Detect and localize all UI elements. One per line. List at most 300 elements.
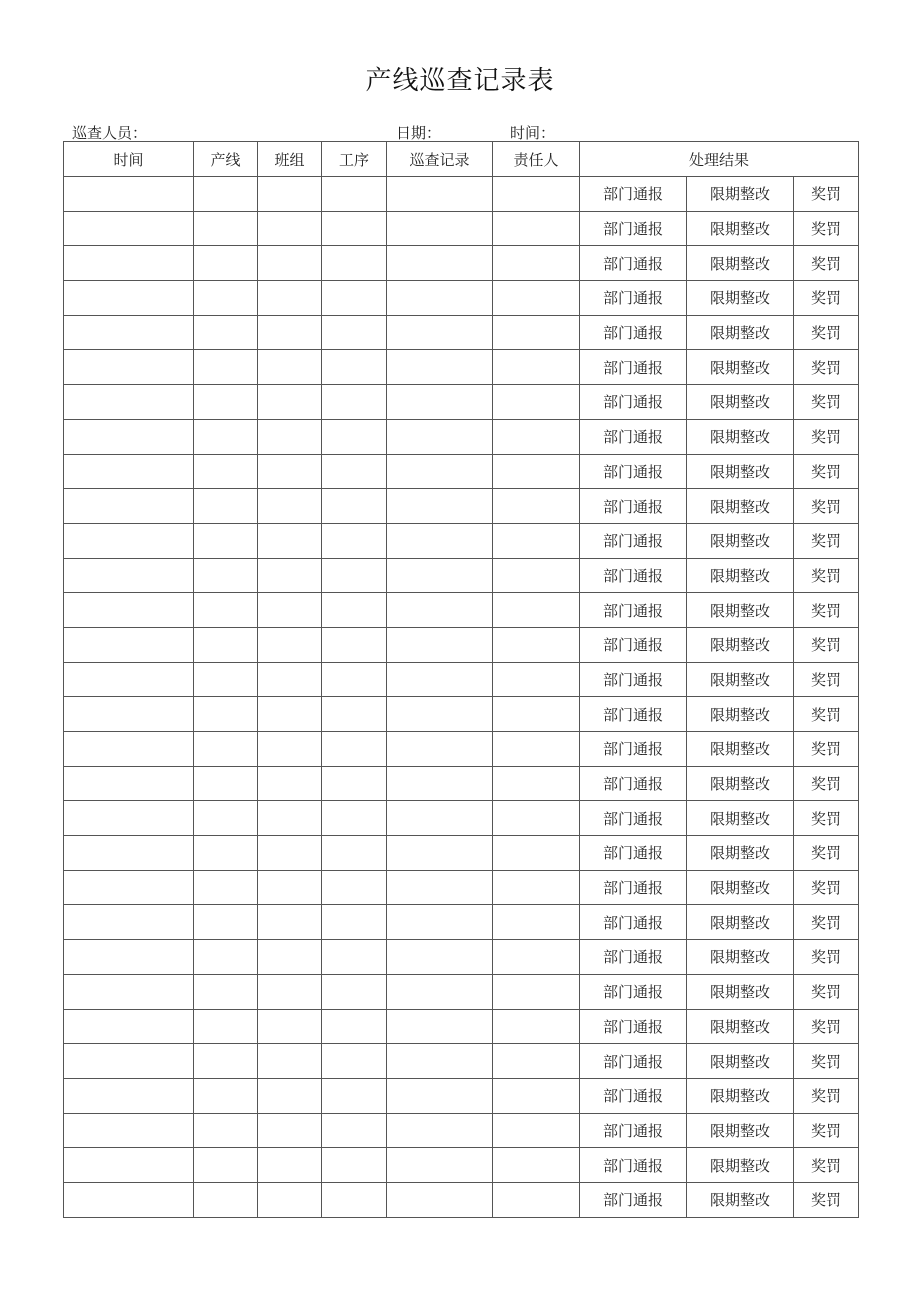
cell-process[interactable]	[322, 836, 387, 871]
result-reward-penalty[interactable]: 奖罚	[794, 1044, 859, 1079]
header-process: 工序	[322, 142, 387, 177]
cell-team[interactable]	[258, 974, 322, 1009]
cell-responsible[interactable]	[493, 246, 580, 281]
result-dept-notice[interactable]: 部门通报	[580, 732, 687, 767]
result-deadline-fix[interactable]: 限期整改	[687, 766, 794, 801]
cell-line[interactable]	[194, 974, 258, 1009]
cell-time[interactable]	[64, 489, 194, 524]
cell-process[interactable]	[322, 627, 387, 662]
result-reward-penalty[interactable]: 奖罚	[794, 870, 859, 905]
result-dept-notice[interactable]: 部门通报	[580, 1078, 687, 1113]
cell-time[interactable]	[64, 454, 194, 489]
cell-process[interactable]	[322, 593, 387, 628]
result-reward-penalty[interactable]: 奖罚	[794, 385, 859, 420]
cell-line[interactable]	[194, 1078, 258, 1113]
cell-responsible[interactable]	[493, 940, 580, 975]
result-deadline-fix[interactable]: 限期整改	[687, 732, 794, 767]
cell-time[interactable]	[64, 662, 194, 697]
cell-responsible[interactable]	[493, 1182, 580, 1217]
inspector-label: 巡查人员：	[72, 124, 148, 142]
result-reward-penalty[interactable]: 奖罚	[794, 1182, 859, 1217]
cell-time[interactable]	[64, 836, 194, 871]
cell-process[interactable]	[322, 905, 387, 940]
cell-time[interactable]	[64, 1078, 194, 1113]
result-deadline-fix[interactable]: 限期整改	[687, 558, 794, 593]
cell-responsible[interactable]	[493, 697, 580, 732]
cell-time[interactable]	[64, 593, 194, 628]
result-reward-penalty[interactable]: 奖罚	[794, 974, 859, 1009]
table-row	[64, 732, 859, 767]
table-row	[64, 940, 859, 975]
result-deadline-fix[interactable]: 限期整改	[687, 385, 794, 420]
cell-team[interactable]	[258, 1078, 322, 1113]
cell-line[interactable]	[194, 627, 258, 662]
result-dept-notice[interactable]: 部门通报	[580, 766, 687, 801]
result-reward-penalty[interactable]: 奖罚	[794, 1009, 859, 1044]
cell-record[interactable]	[387, 489, 493, 524]
result-reward-penalty[interactable]: 奖罚	[794, 662, 859, 697]
result-deadline-fix[interactable]: 限期整改	[687, 870, 794, 905]
cell-record[interactable]	[387, 870, 493, 905]
result-dept-notice[interactable]: 部门通报	[580, 315, 687, 350]
result-deadline-fix[interactable]: 限期整改	[687, 177, 794, 212]
header-record: 巡查记录	[387, 142, 493, 177]
cell-line[interactable]	[194, 870, 258, 905]
cell-responsible[interactable]	[493, 801, 580, 836]
cell-line[interactable]	[194, 315, 258, 350]
cell-team[interactable]	[258, 940, 322, 975]
result-dept-notice[interactable]: 部门通报	[580, 974, 687, 1009]
result-deadline-fix[interactable]: 限期整改	[687, 315, 794, 350]
cell-responsible[interactable]	[493, 385, 580, 420]
result-dept-notice[interactable]: 部门通报	[580, 489, 687, 524]
cell-process[interactable]	[322, 385, 387, 420]
result-deadline-fix[interactable]: 限期整改	[687, 627, 794, 662]
result-deadline-fix[interactable]: 限期整改	[687, 419, 794, 454]
result-dept-notice[interactable]: 部门通报	[580, 1044, 687, 1079]
result-reward-penalty[interactable]: 奖罚	[794, 593, 859, 628]
result-deadline-fix[interactable]: 限期整改	[687, 211, 794, 246]
result-reward-penalty[interactable]: 奖罚	[794, 732, 859, 767]
cell-team[interactable]	[258, 489, 322, 524]
cell-process[interactable]	[322, 315, 387, 350]
cell-process[interactable]	[322, 454, 387, 489]
cell-responsible[interactable]	[493, 1009, 580, 1044]
result-dept-notice[interactable]: 部门通报	[580, 836, 687, 871]
cell-responsible[interactable]	[493, 870, 580, 905]
cell-team[interactable]	[258, 177, 322, 212]
cell-team[interactable]	[258, 558, 322, 593]
cell-team[interactable]	[258, 732, 322, 767]
result-deadline-fix[interactable]: 限期整改	[687, 1113, 794, 1148]
cell-responsible[interactable]	[493, 732, 580, 767]
table-row	[64, 697, 859, 732]
cell-record[interactable]	[387, 1078, 493, 1113]
cell-time[interactable]	[64, 350, 194, 385]
cell-process[interactable]	[322, 177, 387, 212]
cell-team[interactable]	[258, 1009, 322, 1044]
cell-process[interactable]	[322, 697, 387, 732]
cell-record[interactable]	[387, 974, 493, 1009]
cell-time[interactable]	[64, 385, 194, 420]
result-dept-notice[interactable]: 部门通报	[580, 523, 687, 558]
cell-record[interactable]	[387, 662, 493, 697]
header-team: 班组	[258, 142, 322, 177]
cell-responsible[interactable]	[493, 1078, 580, 1113]
cell-record[interactable]	[387, 385, 493, 420]
cell-responsible[interactable]	[493, 1113, 580, 1148]
cell-time[interactable]	[64, 246, 194, 281]
cell-team[interactable]	[258, 627, 322, 662]
result-deadline-fix[interactable]: 限期整改	[687, 1182, 794, 1217]
cell-team[interactable]	[258, 593, 322, 628]
cell-record[interactable]	[387, 211, 493, 246]
result-deadline-fix[interactable]: 限期整改	[687, 1078, 794, 1113]
result-dept-notice[interactable]: 部门通报	[580, 801, 687, 836]
cell-responsible[interactable]	[493, 523, 580, 558]
cell-responsible[interactable]	[493, 627, 580, 662]
cell-line[interactable]	[194, 766, 258, 801]
result-reward-penalty[interactable]: 奖罚	[794, 281, 859, 316]
cell-time[interactable]	[64, 870, 194, 905]
cell-record[interactable]	[387, 281, 493, 316]
header-result: 处理结果	[580, 142, 859, 177]
cell-team[interactable]	[258, 315, 322, 350]
cell-record[interactable]	[387, 419, 493, 454]
table-row	[64, 1148, 859, 1183]
result-dept-notice[interactable]: 部门通报	[580, 385, 687, 420]
cell-time[interactable]	[64, 732, 194, 767]
cell-process[interactable]	[322, 1009, 387, 1044]
cell-team[interactable]	[258, 1182, 322, 1217]
cell-record[interactable]	[387, 1009, 493, 1044]
cell-team[interactable]	[258, 766, 322, 801]
cell-team[interactable]	[258, 836, 322, 871]
cell-responsible[interactable]	[493, 558, 580, 593]
cell-record[interactable]	[387, 766, 493, 801]
cell-responsible[interactable]	[493, 489, 580, 524]
header-responsible: 责任人	[493, 142, 580, 177]
cell-team[interactable]	[258, 1148, 322, 1183]
header-line: 产线	[194, 142, 258, 177]
time-label: 时间：	[510, 124, 556, 142]
result-reward-penalty[interactable]: 奖罚	[794, 419, 859, 454]
cell-process[interactable]	[322, 1044, 387, 1079]
cell-time[interactable]	[64, 766, 194, 801]
table-header-row	[64, 142, 859, 177]
table-row	[64, 836, 859, 871]
cell-record[interactable]	[387, 315, 493, 350]
result-dept-notice[interactable]: 部门通报	[580, 211, 687, 246]
cell-team[interactable]	[258, 905, 322, 940]
result-reward-penalty[interactable]: 奖罚	[794, 523, 859, 558]
cell-team[interactable]	[258, 419, 322, 454]
cell-time[interactable]	[64, 1009, 194, 1044]
cell-record[interactable]	[387, 350, 493, 385]
result-reward-penalty[interactable]: 奖罚	[794, 1078, 859, 1113]
cell-team[interactable]	[258, 870, 322, 905]
table-row	[64, 905, 859, 940]
table-row	[64, 1113, 859, 1148]
result-dept-notice[interactable]: 部门通报	[580, 281, 687, 316]
cell-team[interactable]	[258, 697, 322, 732]
cell-line[interactable]	[194, 1182, 258, 1217]
result-dept-notice[interactable]: 部门通报	[580, 246, 687, 281]
cell-responsible[interactable]	[493, 177, 580, 212]
result-dept-notice[interactable]: 部门通报	[580, 697, 687, 732]
result-deadline-fix[interactable]: 限期整改	[687, 281, 794, 316]
cell-team[interactable]	[258, 385, 322, 420]
cell-responsible[interactable]	[493, 662, 580, 697]
cell-responsible[interactable]	[493, 454, 580, 489]
cell-responsible[interactable]	[493, 315, 580, 350]
result-reward-penalty[interactable]: 奖罚	[794, 211, 859, 246]
page-title: 产线巡查记录表	[365, 66, 555, 96]
table-row	[64, 801, 859, 836]
result-deadline-fix[interactable]: 限期整改	[687, 974, 794, 1009]
cell-process[interactable]	[322, 523, 387, 558]
cell-time[interactable]	[64, 211, 194, 246]
cell-record[interactable]	[387, 593, 493, 628]
cell-process[interactable]	[322, 1182, 387, 1217]
cell-line[interactable]	[194, 1148, 258, 1183]
result-deadline-fix[interactable]: 限期整改	[687, 697, 794, 732]
result-dept-notice[interactable]: 部门通报	[580, 1182, 687, 1217]
cell-record[interactable]	[387, 1148, 493, 1183]
cell-time[interactable]	[64, 801, 194, 836]
result-dept-notice[interactable]: 部门通报	[580, 940, 687, 975]
result-reward-penalty[interactable]: 奖罚	[794, 1148, 859, 1183]
cell-time[interactable]	[64, 974, 194, 1009]
cell-responsible[interactable]	[493, 419, 580, 454]
cell-process[interactable]	[322, 662, 387, 697]
table-row	[64, 1182, 859, 1217]
cell-responsible[interactable]	[493, 350, 580, 385]
table-row	[64, 558, 859, 593]
result-dept-notice[interactable]: 部门通报	[580, 177, 687, 212]
result-reward-penalty[interactable]: 奖罚	[794, 1113, 859, 1148]
result-dept-notice[interactable]: 部门通报	[580, 454, 687, 489]
cell-record[interactable]	[387, 1113, 493, 1148]
result-reward-penalty[interactable]: 奖罚	[794, 177, 859, 212]
cell-line[interactable]	[194, 732, 258, 767]
cell-process[interactable]	[322, 801, 387, 836]
cell-time[interactable]	[64, 1148, 194, 1183]
cell-time[interactable]	[64, 315, 194, 350]
result-deadline-fix[interactable]: 限期整改	[687, 489, 794, 524]
cell-responsible[interactable]	[493, 281, 580, 316]
table-row	[64, 385, 859, 420]
cell-time[interactable]	[64, 627, 194, 662]
cell-process[interactable]	[322, 870, 387, 905]
table-row	[64, 1044, 859, 1079]
result-reward-penalty[interactable]: 奖罚	[794, 454, 859, 489]
cell-line[interactable]	[194, 801, 258, 836]
cell-line[interactable]	[194, 489, 258, 524]
cell-line[interactable]	[194, 662, 258, 697]
cell-line[interactable]	[194, 419, 258, 454]
result-deadline-fix[interactable]: 限期整改	[687, 662, 794, 697]
result-deadline-fix[interactable]: 限期整改	[687, 593, 794, 628]
result-deadline-fix[interactable]: 限期整改	[687, 801, 794, 836]
result-dept-notice[interactable]: 部门通报	[580, 350, 687, 385]
cell-team[interactable]	[258, 523, 322, 558]
cell-time[interactable]	[64, 1182, 194, 1217]
cell-line[interactable]	[194, 177, 258, 212]
cell-team[interactable]	[258, 801, 322, 836]
result-deadline-fix[interactable]: 限期整改	[687, 1009, 794, 1044]
result-reward-penalty[interactable]: 奖罚	[794, 697, 859, 732]
result-reward-penalty[interactable]: 奖罚	[794, 246, 859, 281]
result-reward-penalty[interactable]: 奖罚	[794, 836, 859, 871]
cell-record[interactable]	[387, 801, 493, 836]
result-deadline-fix[interactable]: 限期整改	[687, 246, 794, 281]
result-dept-notice[interactable]: 部门通报	[580, 870, 687, 905]
cell-record[interactable]	[387, 732, 493, 767]
result-dept-notice[interactable]: 部门通报	[580, 662, 687, 697]
table-row	[64, 523, 859, 558]
cell-line[interactable]	[194, 281, 258, 316]
result-dept-notice[interactable]: 部门通报	[580, 419, 687, 454]
cell-time[interactable]	[64, 177, 194, 212]
cell-responsible[interactable]	[493, 766, 580, 801]
cell-process[interactable]	[322, 558, 387, 593]
cell-process[interactable]	[322, 940, 387, 975]
result-reward-penalty[interactable]: 奖罚	[794, 801, 859, 836]
cell-line[interactable]	[194, 523, 258, 558]
cell-responsible[interactable]	[493, 905, 580, 940]
result-dept-notice[interactable]: 部门通报	[580, 1009, 687, 1044]
cell-process[interactable]	[322, 419, 387, 454]
table-row	[64, 489, 859, 524]
result-deadline-fix[interactable]: 限期整改	[687, 905, 794, 940]
cell-team[interactable]	[258, 350, 322, 385]
result-deadline-fix[interactable]: 限期整改	[687, 454, 794, 489]
cell-process[interactable]	[322, 489, 387, 524]
cell-line[interactable]	[194, 558, 258, 593]
cell-process[interactable]	[322, 974, 387, 1009]
result-dept-notice[interactable]: 部门通报	[580, 1113, 687, 1148]
cell-process[interactable]	[322, 281, 387, 316]
cell-record[interactable]	[387, 1182, 493, 1217]
cell-process[interactable]	[322, 1148, 387, 1183]
cell-line[interactable]	[194, 454, 258, 489]
cell-time[interactable]	[64, 1113, 194, 1148]
cell-record[interactable]	[387, 836, 493, 871]
cell-process[interactable]	[322, 1113, 387, 1148]
cell-record[interactable]	[387, 697, 493, 732]
cell-time[interactable]	[64, 281, 194, 316]
cell-line[interactable]	[194, 350, 258, 385]
result-deadline-fix[interactable]: 限期整改	[687, 1044, 794, 1079]
table-row	[64, 419, 859, 454]
cell-process[interactable]	[322, 766, 387, 801]
cell-time[interactable]	[64, 523, 194, 558]
result-deadline-fix[interactable]: 限期整改	[687, 940, 794, 975]
table-row	[64, 766, 859, 801]
cell-record[interactable]	[387, 1044, 493, 1079]
cell-responsible[interactable]	[493, 1148, 580, 1183]
result-deadline-fix[interactable]: 限期整改	[687, 836, 794, 871]
result-dept-notice[interactable]: 部门通报	[580, 1148, 687, 1183]
cell-line[interactable]	[194, 211, 258, 246]
cell-team[interactable]	[258, 246, 322, 281]
cell-line[interactable]	[194, 1113, 258, 1148]
cell-line[interactable]	[194, 385, 258, 420]
cell-record[interactable]	[387, 246, 493, 281]
cell-time[interactable]	[64, 940, 194, 975]
result-reward-penalty[interactable]: 奖罚	[794, 940, 859, 975]
table-row	[64, 870, 859, 905]
cell-record[interactable]	[387, 177, 493, 212]
cell-line[interactable]	[194, 1044, 258, 1079]
cell-team[interactable]	[258, 662, 322, 697]
result-deadline-fix[interactable]: 限期整改	[687, 350, 794, 385]
table-row	[64, 454, 859, 489]
cell-process[interactable]	[322, 246, 387, 281]
cell-line[interactable]	[194, 697, 258, 732]
cell-process[interactable]	[322, 732, 387, 767]
result-reward-penalty[interactable]: 奖罚	[794, 766, 859, 801]
result-deadline-fix[interactable]: 限期整改	[687, 1148, 794, 1183]
cell-record[interactable]	[387, 905, 493, 940]
result-dept-notice[interactable]: 部门通报	[580, 558, 687, 593]
cell-record[interactable]	[387, 454, 493, 489]
result-dept-notice[interactable]: 部门通报	[580, 905, 687, 940]
cell-line[interactable]	[194, 246, 258, 281]
cell-time[interactable]	[64, 419, 194, 454]
result-reward-penalty[interactable]: 奖罚	[794, 315, 859, 350]
cell-process[interactable]	[322, 211, 387, 246]
cell-line[interactable]	[194, 593, 258, 628]
cell-responsible[interactable]	[493, 974, 580, 1009]
cell-line[interactable]	[194, 905, 258, 940]
cell-responsible[interactable]	[493, 593, 580, 628]
cell-time[interactable]	[64, 697, 194, 732]
result-reward-penalty[interactable]: 奖罚	[794, 905, 859, 940]
cell-process[interactable]	[322, 1078, 387, 1113]
result-deadline-fix[interactable]: 限期整改	[687, 523, 794, 558]
cell-team[interactable]	[258, 211, 322, 246]
result-reward-penalty[interactable]: 奖罚	[794, 350, 859, 385]
result-dept-notice[interactable]: 部门通报	[580, 593, 687, 628]
result-reward-penalty[interactable]: 奖罚	[794, 558, 859, 593]
cell-record[interactable]	[387, 523, 493, 558]
cell-line[interactable]	[194, 836, 258, 871]
cell-team[interactable]	[258, 281, 322, 316]
cell-record[interactable]	[387, 940, 493, 975]
cell-team[interactable]	[258, 454, 322, 489]
table-row	[64, 177, 859, 212]
cell-time[interactable]	[64, 1044, 194, 1079]
cell-team[interactable]	[258, 1044, 322, 1079]
cell-line[interactable]	[194, 1009, 258, 1044]
cell-time[interactable]	[64, 905, 194, 940]
result-reward-penalty[interactable]: 奖罚	[794, 489, 859, 524]
result-reward-penalty[interactable]: 奖罚	[794, 627, 859, 662]
cell-line[interactable]	[194, 940, 258, 975]
cell-responsible[interactable]	[493, 836, 580, 871]
cell-team[interactable]	[258, 1113, 322, 1148]
cell-responsible[interactable]	[493, 211, 580, 246]
cell-record[interactable]	[387, 627, 493, 662]
cell-record[interactable]	[387, 558, 493, 593]
result-dept-notice[interactable]: 部门通报	[580, 627, 687, 662]
cell-process[interactable]	[322, 350, 387, 385]
cell-responsible[interactable]	[493, 1044, 580, 1079]
table-row	[64, 211, 859, 246]
cell-time[interactable]	[64, 558, 194, 593]
